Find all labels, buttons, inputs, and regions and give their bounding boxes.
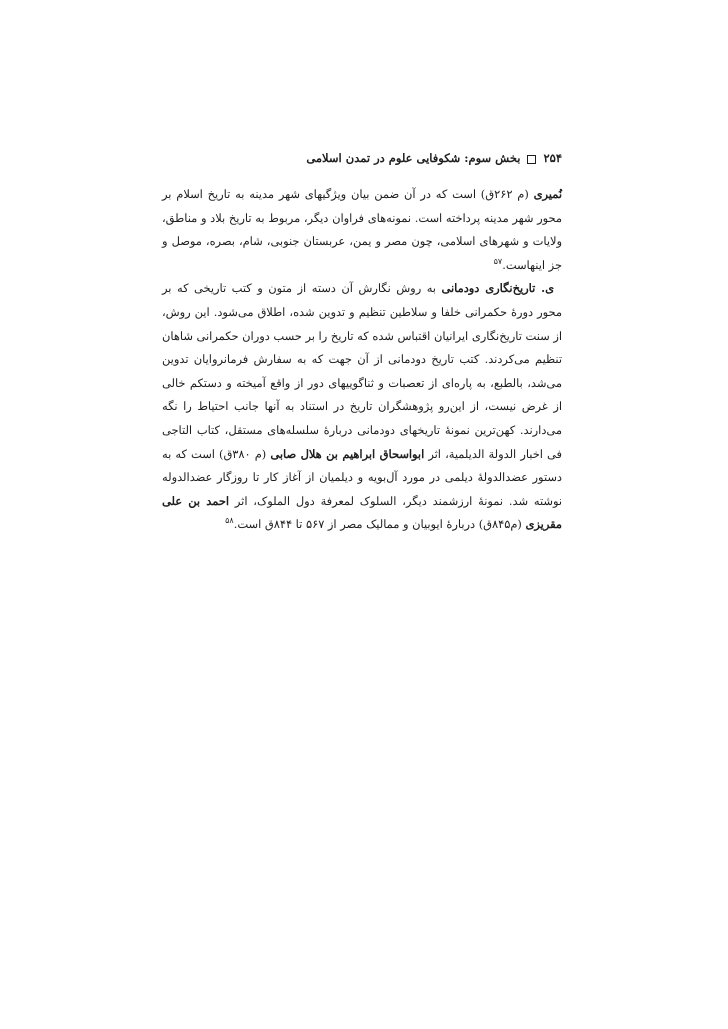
paragraph-1-text: (م ۲۶۲ق) است که در آن ضمن بیان ویژگیهای شهر مدینه به تاریخ اسلام بر محور شهر مدینه پرداخته است. نمونه‌های فراوان دیگر، مربوط به تاریخ بلاد و مناطق، ولایات و شهرهای اسلامی، چون مصر و یمن، عربستان جنوبی، شام، بصره، موصل و جز اینهاست. bbox=[162, 187, 562, 272]
paragraph-2-text-e: (م۸۴۵ق) دربارۀ ایوبیان و ممالیک مصر از ۵۶۷ تا ۸۴۴ق است. bbox=[233, 517, 526, 532]
paragraph-2-text-c: (م ۳۸۰ق) است که به دستور عضدالدولۀ دیلمی در مورد آل‌بویه و دیلمیان از آغاز کار تا روزگار عضدالدوله نوشته شد. نمونۀ ارزشمند دیگر، bbox=[162, 446, 563, 508]
footnote-ref-58: ۵۸ bbox=[225, 516, 234, 526]
paragraph-2-text-d: ، اثر bbox=[229, 493, 257, 508]
square-separator-icon bbox=[527, 155, 536, 164]
body-text bbox=[162, 183, 562, 537]
paragraph-2-text-b: ، اثر bbox=[424, 446, 449, 461]
paragraph-1 bbox=[162, 183, 562, 277]
running-header bbox=[142, 148, 562, 168]
paragraph-2 bbox=[162, 277, 562, 537]
paragraph-2-text-a: به روش نگارش آن دسته از متون و کتب تاریخی که بر محور دورۀ حکمرانی خلفا و سلاطین تنظیم و تدوین شده، اطلاق می‌شود. این روش، از سنت تاریخ‌نگاری ایرانیان اقتباس شده که تاریخ را بر حسب دوران حکمرانی شاهان تنظیم می‌کردند. کتب تاریخ دودمانی از آن جهت که به سفارش فرمانروایان تدوین می‌شد، بالطبع، به پاره‌ای از تعصبات و ثناگوییهای دور از واقع آمیخته و دستکم خالی از غرض نیست، از این‌رو پژوهشگران تاریخ در استناد به آنها جانب احتیاط را نگه می‌دارند. کهن‌ترین نمونۀ تاریخهای دودمانی دربارۀ سلسله‌های مستقل، کتاب bbox=[162, 281, 562, 437]
header-title: بخش سوم: شکوفایی علوم در تمدن اسلامی bbox=[306, 151, 521, 165]
author-name-1: ابواسحاق ابراهیم بن هلال صابی bbox=[270, 446, 425, 461]
section-heading: ی. تاریخ‌نگاری دودمانی bbox=[441, 281, 554, 296]
author-name: نُمیری bbox=[533, 187, 562, 201]
book-title-2: السلوک لمعرفة دول الملوک bbox=[257, 493, 397, 508]
author-name-2: احمد بن علی مقریزی bbox=[162, 493, 562, 532]
book-title-1: التاجی فی اخبار الدولة الدیلمیة bbox=[162, 422, 562, 461]
footnote-ref-57: ۵۷ bbox=[493, 256, 503, 266]
page-number: ۲۵۴ bbox=[543, 151, 562, 165]
